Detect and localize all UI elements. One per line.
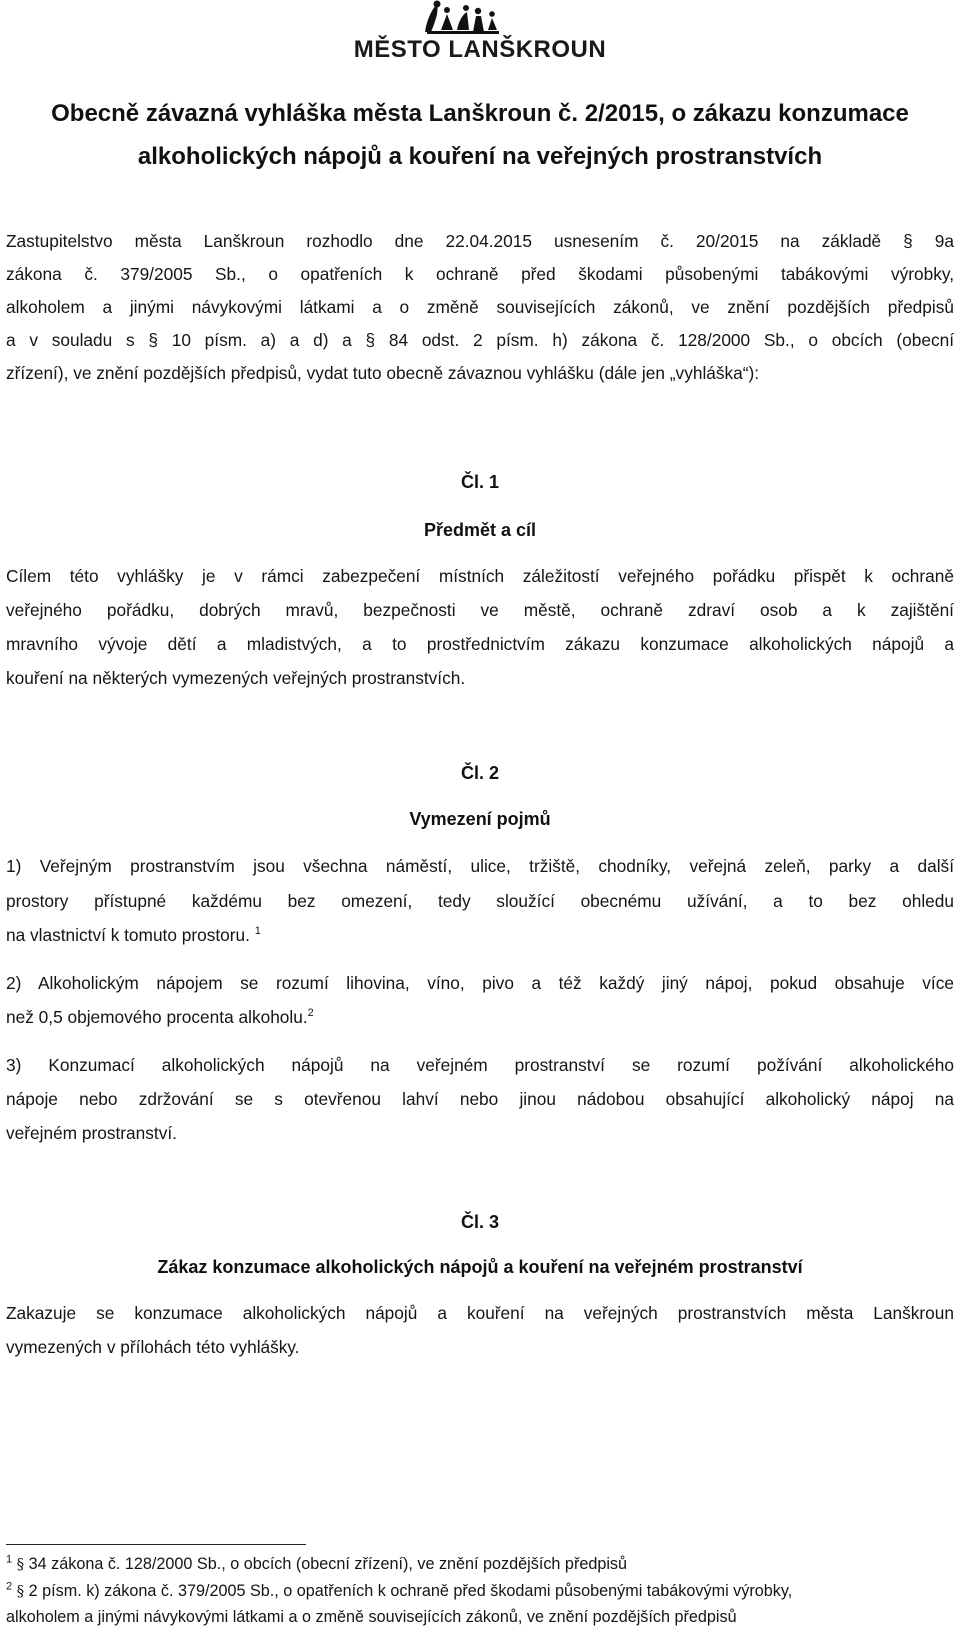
article-2-p2-line-2 <box>6 1001 954 1034</box>
logo-figures-icon <box>345 0 615 40</box>
footnote-2-text: 2 písm. k) zákona č. 379/2005 Sb., o opatřeních k ochraně před škodami působenými tabákovými výrobky, <box>24 1582 793 1600</box>
intro-line-5: zřízení), ve znění pozdějších předpisů, vydat tuto obecně závaznou vyhlášku (dále jen „vyhláška“): <box>6 363 760 383</box>
footnote-ref-1[interactable]: 1 <box>254 925 261 938</box>
city-logo <box>345 0 615 70</box>
footnote-divider <box>6 1544 306 1545</box>
article-2-p1-line-1: 1) Veřejným prostranstvím jsou všechna náměstí, ulice, tržiště, chodníky, veřejná zeleň, parky a další <box>6 856 954 876</box>
footnote-1-text: 34 zákona č. 128/2000 Sb., o obcích (obecní zřízení), ve znění pozdějších předpisů <box>24 1555 628 1573</box>
article-1-number: Čl. 1 <box>460 472 499 492</box>
article-1-line-4: kouření na některých vymezených veřejných prostranstvích. <box>6 668 466 688</box>
intro-line-1: Zastupitelstvo města Lanškroun rozhodlo dne 22.04.2015 usnesením č. 20/2015 na základě § 9a <box>6 231 954 251</box>
title-line-2: alkoholických nápojů a kouření na veřejných prostranstvích <box>137 143 823 170</box>
document-title <box>0 92 960 178</box>
intro-line-3: alkoholem a jinými návykovými látkami a o změně souvisejících zákonů, ve znění pozdějších předpisů <box>6 297 954 317</box>
article-1-line-3: mravního vývoje dětí a mladistvých, a to prostřednictvím zákazu konzumace alkoholických nápojů a <box>6 634 954 654</box>
article-3-line-2: vymezených v přílohách této vyhlášky. <box>6 1337 300 1357</box>
footnote-2-line-2: alkoholem a jinými návykovými látkami a o změně souvisejících zákonů, ve znění pozdějších předpisů <box>6 1608 737 1626</box>
article-2-p1-line-3 <box>6 919 954 952</box>
title-line-1: Obecně závazná vyhláška města Lanškroun č. 2/2015, o zákazu konzumace <box>51 100 909 127</box>
article-2-p3-line-2: nápoje nebo zdržování se s otevřenou lahví nebo jinou nádobou obsahující alkoholický nápoj na <box>6 1089 954 1109</box>
article-1-line-2: veřejného pořádku, dobrých mravů, bezpečnosti ve městě, ochraně zdraví osob a k zajištění <box>6 600 954 620</box>
article-2-p1-line-2: prostory přístupné každému bez omezení, tedy sloužící obecnému užívání, a to bez ohledu <box>6 891 954 911</box>
intro-line-4: a v souladu s § 10 písm. a) a d) a § 84 odst. 2 písm. h) zákona č. 128/2000 Sb., o obcích (obecní <box>6 330 954 350</box>
section-sign-icon: § <box>16 1582 25 1600</box>
article-3-number: Čl. 3 <box>460 1212 499 1232</box>
section-sign-icon: § <box>16 1555 25 1573</box>
article-3-title: Zákaz konzumace alkoholických nápojů a kouření na veřejném prostranství <box>157 1257 803 1277</box>
article-1-line-1: Cílem této vyhlášky je v rámci zabezpečení místních záležitostí veřejného pořádku přispět k ochraně <box>6 566 954 586</box>
footnote-1-mark: 1 <box>6 1553 13 1566</box>
article-2-p2-line-2-text: než 0,5 objemového procenta alkoholu. <box>6 1007 308 1027</box>
article-1-title: Předmět a cíl <box>423 520 537 540</box>
article-2-title: Vymezení pojmů <box>409 809 551 829</box>
article-3-line-1: Zakazuje se konzumace alkoholických nápojů a kouření na veřejných prostranstvích města Lanškroun <box>6 1303 954 1323</box>
logo-text: MĚSTO LANŠKROUN <box>353 36 607 63</box>
article-2-p3-line-1: 3) Konzumací alkoholických nápojů na veřejném prostranství se rozumí požívání alkoholického <box>6 1055 954 1075</box>
footnote-2-mark: 2 <box>6 1580 13 1593</box>
article-2-p2-line-1: 2) Alkoholickým nápojem se rozumí lihovina, víno, pivo a též každý jiný nápoj, pokud obsahuje více <box>6 973 954 993</box>
footnote-ref-2[interactable]: 2 <box>307 1007 314 1020</box>
article-2-number: Čl. 2 <box>460 763 499 783</box>
footnote-1 <box>6 1552 954 1576</box>
intro-line-2: zákona č. 379/2005 Sb., o opatřeních k ochraně před škodami působenými tabákovými výrobky, <box>6 264 954 284</box>
footnote-2 <box>6 1579 954 1603</box>
article-2-p3-line-3: veřejném prostranství. <box>6 1123 177 1143</box>
article-2-p1-line-3-text: na vlastnictví k tomuto prostoru. <box>6 925 250 945</box>
